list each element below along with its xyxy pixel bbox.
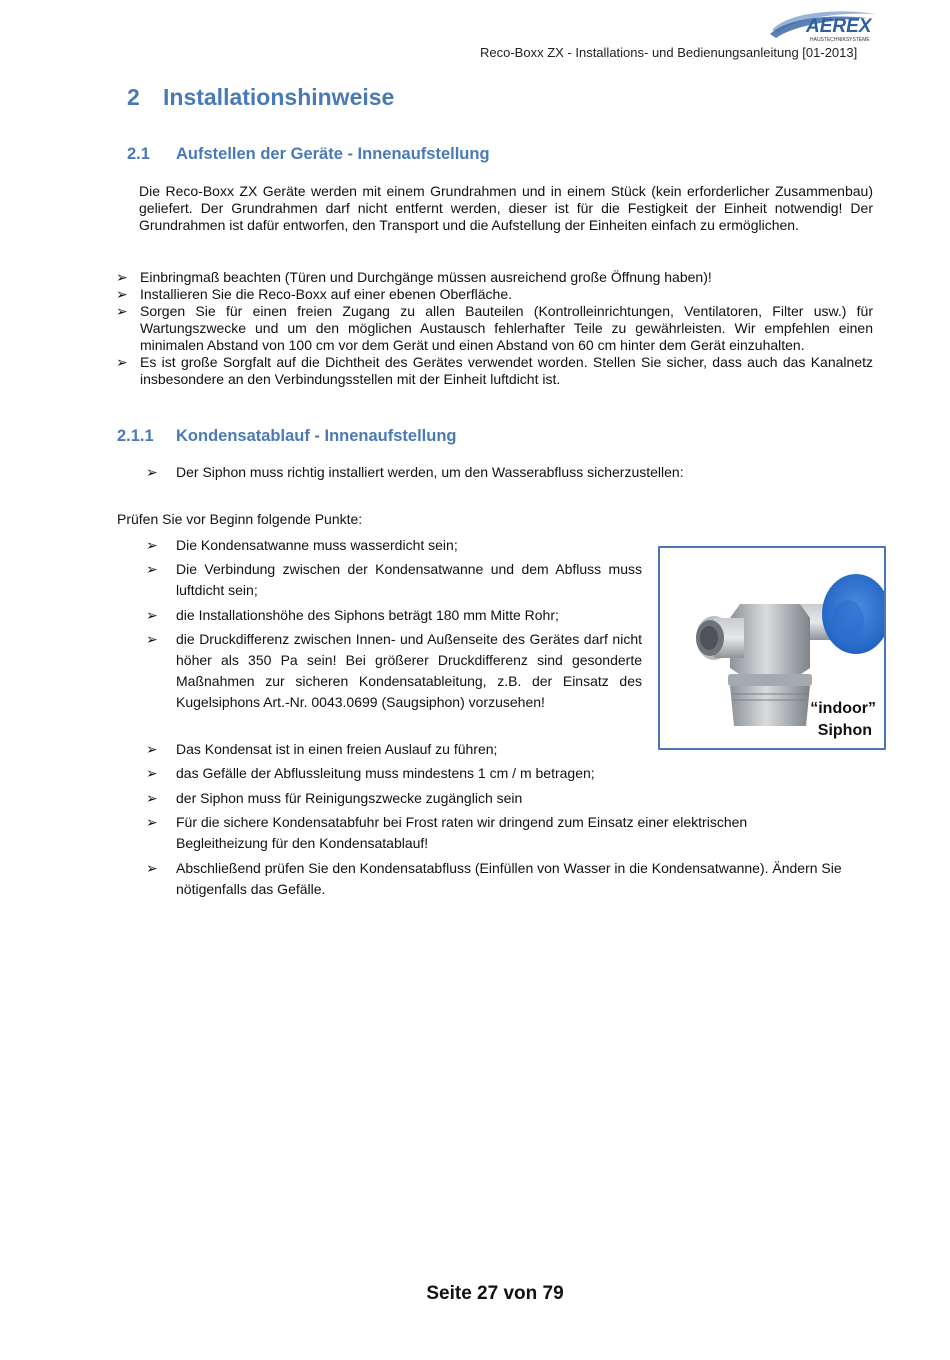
bullet-text: Einbringmaß beachten (Türen und Durchgänge müssen ausreichend große Öffnung haben)! [140, 269, 712, 285]
arrow-bullet-icon: ➢ [146, 631, 158, 647]
arrow-bullet-icon: ➢ [146, 765, 158, 781]
arrow-bullet-icon: ➢ [146, 814, 158, 830]
arrow-bullet-icon: ➢ [146, 790, 158, 806]
intro-paragraph: Die Reco-Boxx ZX Geräte werden mit einem Grundrahmen und in einem Stück (kein erforderlicher Zusammenbau) geliefert. Der Grundrahmen darf nicht entfernt werden, dieser ist für die Festigkeit der Einheit notwendig! Der Grundrahmen ist dafür entworfen, den Transport und die Aufstellung der Einheiten einfach zu ermöglichen. [139, 183, 873, 233]
bullet-text: der Siphon muss für Reinigungszwecke zugänglich sein [176, 790, 523, 806]
photo-caption-line1: “indoor” [810, 700, 876, 717]
list-item [146, 462, 876, 483]
subsubsection-heading [117, 427, 457, 446]
aerex-swoosh-icon [768, 8, 878, 44]
arrow-bullet-icon: ➢ [146, 741, 158, 757]
list-item [146, 812, 826, 854]
bullet-text: Das Kondensat ist in einen freien Auslauf zu führen; [176, 741, 498, 757]
list-item [146, 535, 642, 556]
check-intro: Prüfen Sie vor Beginn folgende Punkte: [117, 511, 363, 527]
aerex-logo [768, 8, 878, 44]
subsection-number: 2.1 [127, 145, 150, 163]
photo-caption-line2: Siphon [817, 722, 872, 739]
section-title: Installationshinweise [163, 84, 395, 110]
arrow-bullet-icon: ➢ [146, 860, 158, 876]
bullet-text: Der Siphon muss richtig installiert werden, um den Wasserabfluss sicherzustellen: [176, 464, 684, 480]
subsubsection-number: 2.1.1 [117, 427, 154, 445]
logo-wordmark: AEREX [806, 16, 872, 37]
arrow-bullet-icon: ➢ [146, 464, 158, 480]
arrow-bullet-icon: ➢ [146, 607, 158, 623]
bullet-text: Abschließend prüfen Sie den Kondensatabfluss (Einfüllen von Wasser in die Kondensatwanne). Ändern Sie nötigenfalls das Gefälle. [176, 860, 842, 897]
bullet-text: die Druckdifferenz zwischen Innen- und Außenseite des Gerätes darf nicht höher als 350 Pa sein! Bei größerer Druckdifferenz sind gesonderte Maßnahmen zur sicheren Kondensatableitung, z.B. der Einsatz des Kugelsiphons Art.-Nr. 0043.0699 (Saugsiphon) vorzusehen! [176, 631, 642, 710]
list-item [146, 858, 876, 900]
bullet-text: Für die sichere Kondensatabfuhr bei Frost raten wir dringend zum Einsatz einer elektrischen Begleitheizung für den Kondensatablauf! [176, 814, 748, 851]
list-item [116, 269, 873, 286]
bullet-text: das Gefälle der Abflussleitung muss mindestens 1 cm / m betragen; [176, 765, 595, 781]
section-heading [127, 84, 394, 111]
section-number: 2 [127, 84, 140, 110]
logo-subtitle: HAUSTECHNIKSYSTEME [810, 37, 870, 43]
document-title: Reco-Boxx ZX - Installations- und Bedienungsanleitung [01-2013] [480, 45, 858, 60]
list-item [116, 354, 873, 388]
list-item [146, 629, 642, 713]
subsubsection-title: Kondensatablauf - Innenaufstellung [176, 427, 457, 445]
list-item [146, 788, 642, 809]
list-item [146, 605, 642, 626]
list-item [116, 303, 873, 354]
bullet-text: Die Kondensatwanne muss wasserdicht sein; [176, 537, 458, 553]
arrow-bullet-icon: ➢ [116, 269, 128, 285]
list-item [146, 763, 642, 784]
list-item [146, 559, 642, 601]
bullet-text: die Installationshöhe des Siphons beträgt 180 mm Mitte Rohr; [176, 607, 559, 623]
list-item [116, 286, 873, 303]
siphon-icon [660, 548, 884, 748]
subsection-title: Aufstellen der Geräte - Innenaufstellung [176, 145, 490, 163]
bullet-text: Sorgen Sie für einen freien Zugang zu allen Bauteilen (Kontrolleinrichtungen, Ventilatoren, Filter usw.) für Wartungszwecke und um den möglichen Austausch fehlerhafter Teile zu gewährleisten. Wir empfehlen einen minimalen Abstand von 100 cm vor dem Gerät und einen Abstand von 60 cm hinter dem Gerät einzuhalten. [140, 303, 873, 353]
page-number: Seite 27 von 79 [426, 1283, 564, 1304]
siphon-photo [658, 546, 886, 750]
arrow-bullet-icon: ➢ [116, 303, 128, 319]
arrow-bullet-icon: ➢ [146, 537, 158, 553]
arrow-bullet-icon: ➢ [116, 286, 128, 302]
subsection-heading [127, 145, 490, 164]
bullet-text: Die Verbindung zwischen der Kondensatwanne und dem Abfluss muss luftdicht sein; [176, 561, 642, 598]
list-item [146, 739, 642, 760]
arrow-bullet-icon: ➢ [116, 354, 128, 370]
bullet-text: Installieren Sie die Reco-Boxx auf einer ebenen Oberfläche. [140, 286, 512, 302]
arrow-bullet-icon: ➢ [146, 561, 158, 577]
bullet-text: Es ist große Sorgfalt auf die Dichtheit des Gerätes verwendet worden. Stellen Sie sicher, dass auch das Kanalnetz insbesondere an den Verbindungsstellen mit der Einheit luftdicht ist. [140, 354, 873, 387]
